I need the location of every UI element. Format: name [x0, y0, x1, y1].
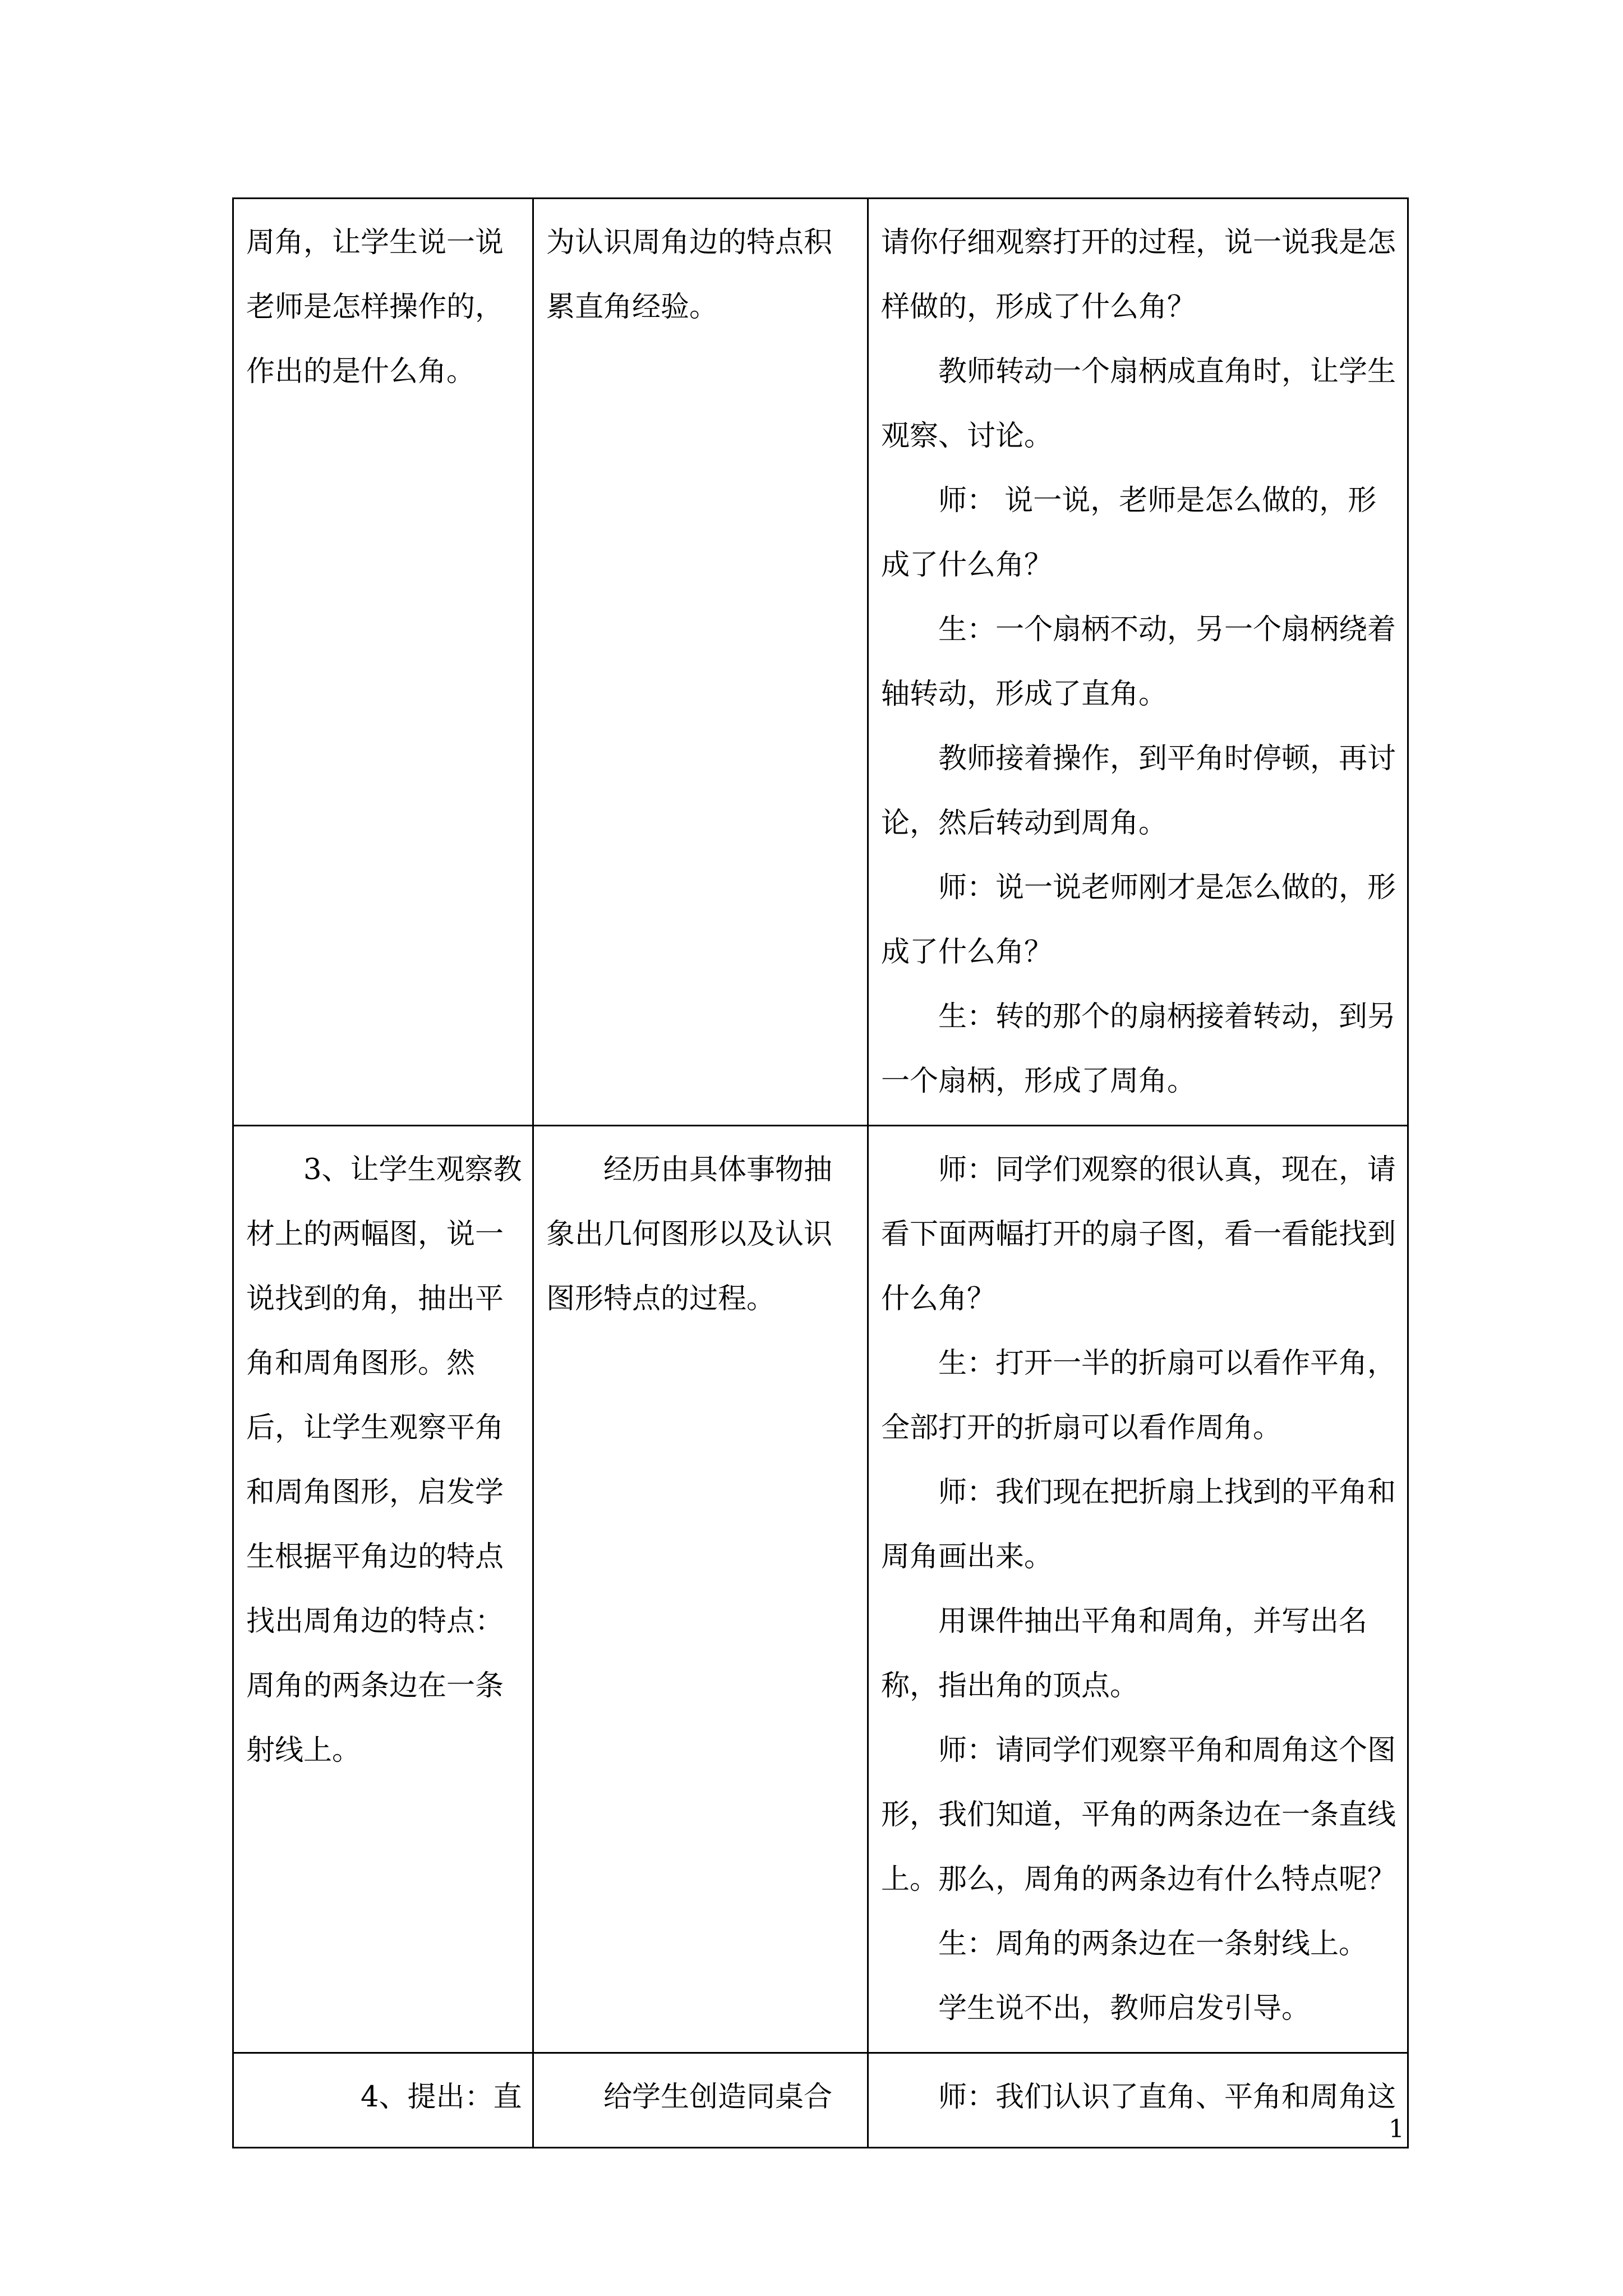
paragraph: 师：我们现在把折扇上找到的平角和周角画出来。 [881, 1476, 1396, 1573]
table-row [233, 2053, 1408, 2148]
table-row [233, 1126, 1408, 2053]
lesson-plan-table [232, 197, 1409, 2148]
paragraph: 师：说一说老师刚才是怎么做的，形成了什么角？ [881, 871, 1396, 969]
paragraph: 师：同学们观察的很认真，现在，请看下面两幅打开的扇子图，看一看能找到什么角？ [881, 1153, 1396, 1315]
intent-cell [533, 199, 868, 1126]
paragraph: 师： 说一说，老师是怎么做的，形成了什么角？ [881, 484, 1377, 582]
paragraph: 用课件抽出平角和周角，并写出名称，指出角的顶点。 [881, 1605, 1368, 1703]
paragraph: 4、提出：直 [361, 2081, 522, 2114]
page-number: 1 [1389, 2115, 1404, 2143]
paragraph: 经历由具体事物抽象出几何图形以及认识图形特点的过程。 [546, 1153, 833, 1315]
paragraph: 教师转动一个扇柄成直角时，让学生观察、讨论。 [881, 355, 1396, 453]
paragraph: 生：一个扇柄不动，另一个扇柄绕着轴转动，形成了直角。 [881, 613, 1396, 711]
table-row [233, 199, 1408, 1126]
activity-cell [233, 1126, 533, 2053]
paragraph: 周角，让学生说一说老师是怎样操作的，作出的是什么角。 [246, 226, 504, 388]
paragraph: 为认识周角边的特点积累直角经验。 [546, 226, 833, 324]
paragraph: 生：打开一半的折扇可以看作平角，全部打开的折扇可以看作周角。 [881, 1347, 1396, 1444]
paragraph: 生：周角的两条边在一条射线上。 [938, 1927, 1368, 1961]
paragraph: 师：我们认识了直角、平角和周角这 [938, 2081, 1396, 2114]
paragraph: 请你仔细观察打开的过程，说一说我是怎样做的，形成了什么角？ [881, 226, 1396, 324]
activity-cell [233, 199, 533, 1126]
paragraph: 生：转的那个的扇柄接着转动，到另一个扇柄，形成了周角。 [881, 1000, 1396, 1098]
paragraph: 教师接着操作，到平角时停顿，再讨论，然后转动到周角。 [881, 742, 1396, 840]
intent-cell [533, 2053, 868, 2148]
paragraph: 师：请同学们观察平角和周角这个图形，我们知道，平角的两条边在一条直线上。那么，周角的两条边有什么特点呢？ [881, 1734, 1396, 1896]
paragraph: 3、让学生观察教材上的两幅图，说一说找到的角，抽出平角和周角图形。然后，让学生观察平角和周角图形，启发学生根据平角边的特点找出周角边的特点：周角的两条边在一条射线上。 [246, 1153, 522, 1767]
paragraph: 学生说不出，教师启发引导。 [938, 1992, 1311, 2025]
process-cell [868, 1126, 1408, 2053]
activity-cell [233, 2053, 533, 2148]
process-cell [868, 199, 1408, 1126]
process-cell [868, 2053, 1408, 2148]
intent-cell [533, 1126, 868, 2053]
paragraph: 给学生创造同桌合 [603, 2081, 833, 2114]
